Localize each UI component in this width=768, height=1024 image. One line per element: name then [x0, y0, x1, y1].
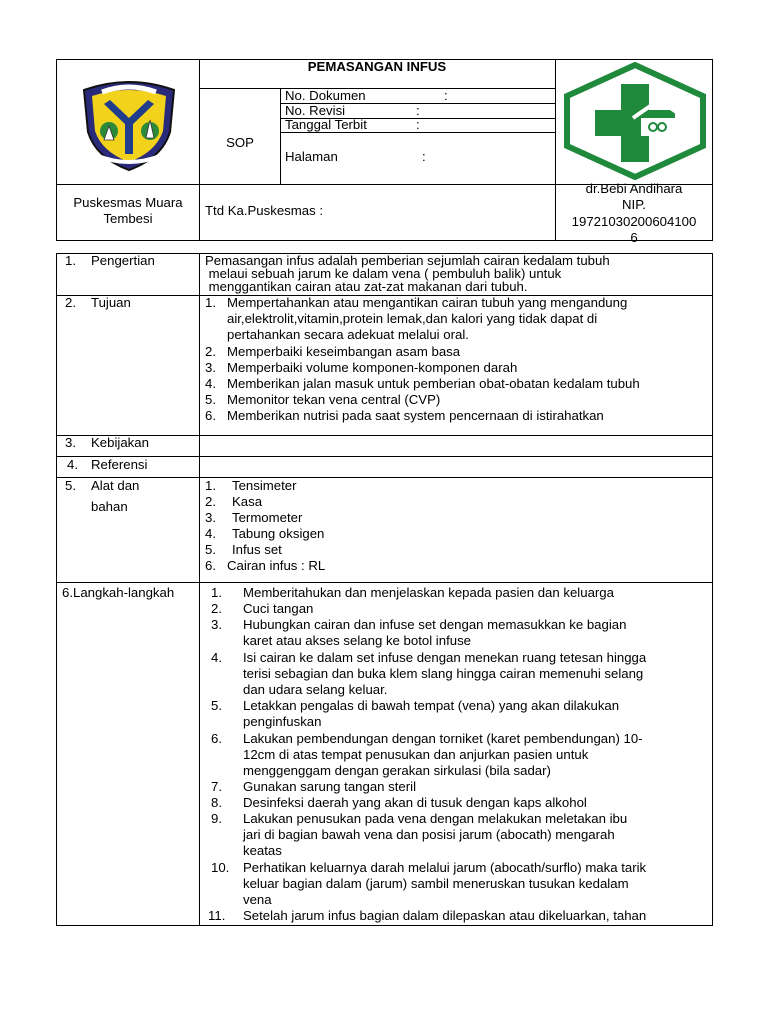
puskesmas-name-line1: Puskesmas Muara — [73, 195, 183, 210]
list-text: Tabung oksigen — [232, 526, 325, 541]
list-text: Cairan infus : RL — [227, 558, 326, 573]
puskesmas-cross-icon — [563, 62, 707, 180]
list-number: 6. — [205, 408, 216, 423]
puskesmas-name — [57, 195, 199, 228]
signer-block — [556, 181, 712, 246]
list-text: Desinfeksi daerah yang akan di tusuk dengan kaps alkohol — [243, 795, 587, 810]
list-text: Cuci tangan — [243, 601, 314, 616]
list-number: 1. — [205, 295, 216, 310]
section-label: 6.Langkah-langkah — [62, 585, 175, 600]
list-text: karet atau akses selang ke botol infuse — [243, 633, 471, 648]
section-label: bahan — [91, 499, 128, 514]
section-label: Kebijakan — [91, 435, 149, 450]
list-text: Hubungkan cairan dan infuse set dengan memasukkan ke bagian — [243, 617, 627, 632]
list-number: 5. — [205, 392, 216, 407]
list-text: Lakukan pembendungan dengan torniket (karet pembendungan) 10- — [243, 731, 643, 746]
list-text: Kasa — [232, 494, 263, 509]
list-text: Memberitahukan dan menjelaskan kepada pasien dan keluarga — [243, 585, 614, 600]
pengertian-line: Pemasangan infus adalah pemberian sejumlah cairan kedalam tubuh — [205, 253, 610, 268]
ttd-label: Ttd Ka.Puskesmas : — [205, 203, 323, 218]
doc-field-colon: : — [444, 88, 448, 103]
list-number: 3. — [205, 360, 216, 375]
doc-field-colon: : — [422, 149, 426, 164]
list-number: 5. — [211, 698, 222, 713]
nip-label: NIP. — [622, 197, 646, 213]
list-number: 3. — [205, 510, 216, 525]
list-number: 6. — [211, 731, 222, 746]
section-number: 3. — [65, 435, 76, 450]
list-text: penginfuskan — [243, 714, 322, 729]
list-number: 1. — [205, 478, 216, 493]
list-text: Setelah jarum infus bagian dalam dilepaskan atau dikeluarkan, tahan — [243, 908, 647, 923]
doc-field-label: No. Dokumen — [285, 88, 366, 103]
puskesmas-logo — [563, 62, 707, 180]
list-text: Memberikan jalan masuk untuk pemberian obat-obatan kedalam tubuh — [227, 376, 640, 391]
section-label: Referensi — [91, 457, 148, 472]
list-text: Mempertahankan atau mengantikan cairan tubuh yang mengandung — [227, 295, 628, 310]
sop-label: SOP — [226, 135, 254, 150]
list-text: jari di bagian bawah vena dan posisi jarum (abocath) mengarah — [243, 827, 615, 842]
list-text: Lakukan penusukan pada vena dengan melakukan meletakan ibu — [243, 811, 628, 826]
list-text: keatas — [243, 843, 282, 858]
list-text: Termometer — [232, 510, 303, 525]
list-number: 2. — [205, 344, 216, 359]
district-seal-logo — [76, 76, 182, 172]
list-text: Isi cairan ke dalam set infuse dengan menekan ruang tetesan hingga — [243, 650, 647, 665]
puskesmas-name-line2: Tembesi — [103, 211, 153, 227]
list-number: 5. — [205, 542, 216, 557]
list-text: Memonitor tekan vena central (CVP) — [227, 392, 441, 407]
pengertian-line: melaui sebuah jarum ke dalam vena ( pembuluh balik) untuk — [205, 266, 562, 281]
list-text: menggenggam dengan gerakan sirkulasi (bila sadar) — [243, 763, 551, 778]
list-number: 11. — [208, 908, 226, 923]
doc-field-label: No. Revisi — [285, 103, 346, 118]
list-number: 4. — [205, 376, 216, 391]
list-number: 4. — [211, 650, 222, 665]
doc-field-label: Tanggal Terbit — [285, 117, 367, 132]
section-label: Pengertian — [91, 253, 155, 268]
list-number: 6. — [205, 558, 216, 573]
list-text: dan udara selang keluar. — [243, 682, 388, 697]
doc-field-label: Halaman — [285, 149, 338, 164]
list-number: 4. — [205, 526, 216, 541]
list-text: Memperbaiki keseimbangan asam basa — [227, 344, 461, 359]
list-text: vena — [243, 892, 272, 907]
pengertian-line: menggantikan cairan atau zat-zat makanan dari tubuh. — [205, 279, 528, 294]
list-text: terisi sebagian dan buka klem slang hingga cairan memenuhi selang — [243, 666, 644, 681]
list-text: Infus set — [232, 542, 282, 557]
list-text: Letakkan pengalas di bawah tempat (vena) yang akan dilakukan — [243, 698, 620, 713]
list-number: 8. — [211, 795, 222, 810]
doc-field-colon: : — [416, 103, 420, 118]
doc-field-colon: : — [416, 117, 420, 132]
district-seal-icon — [76, 76, 182, 172]
section-number: 5. — [65, 478, 76, 493]
list-number: 3. — [211, 617, 222, 632]
list-text: Gunakan sarung tangan steril — [243, 779, 417, 794]
nip-line1: 19721030200604100 — [571, 213, 697, 229]
list-text: 12cm di atas tempat penusukan dan anjurkan pasien untuk — [243, 747, 589, 762]
list-text: air,elektrolit,vitamin,protein lemak,dan kalori yang tidak dapat di — [227, 311, 598, 326]
list-number: 2. — [211, 601, 222, 616]
section-number: 1. — [65, 253, 76, 268]
nip-line2: 6 — [630, 229, 638, 245]
section-number: 4. — [67, 457, 78, 472]
section-label: Alat dan — [91, 478, 140, 493]
list-text: Memberikan nutrisi pada saat system pencernaan di istirahatkan — [227, 408, 604, 423]
list-text: Tensimeter — [232, 478, 297, 493]
section-number: 2. — [65, 295, 76, 310]
list-text: pertahankan secara adekuat melalui oral. — [227, 327, 469, 342]
list-number: 9. — [211, 811, 222, 826]
list-number: 7. — [211, 779, 222, 794]
list-number: 1. — [211, 585, 222, 600]
list-text: Memperbaiki volume komponen-komponen darah — [227, 360, 518, 375]
list-text: keluar bagian dalam (jarum) sambil meneruskan tusukan kedalam — [243, 876, 629, 891]
document-title: PEMASANGAN INFUS — [307, 59, 447, 74]
list-text: Perhatikan keluarnya darah melalui jarum (abocath/surflo) maka tarik — [243, 860, 647, 875]
section-label: Tujuan — [91, 295, 131, 310]
signer-name: dr.Bebi Andihara — [585, 181, 683, 196]
list-number: 10. — [211, 860, 230, 875]
list-number: 2. — [205, 494, 216, 509]
